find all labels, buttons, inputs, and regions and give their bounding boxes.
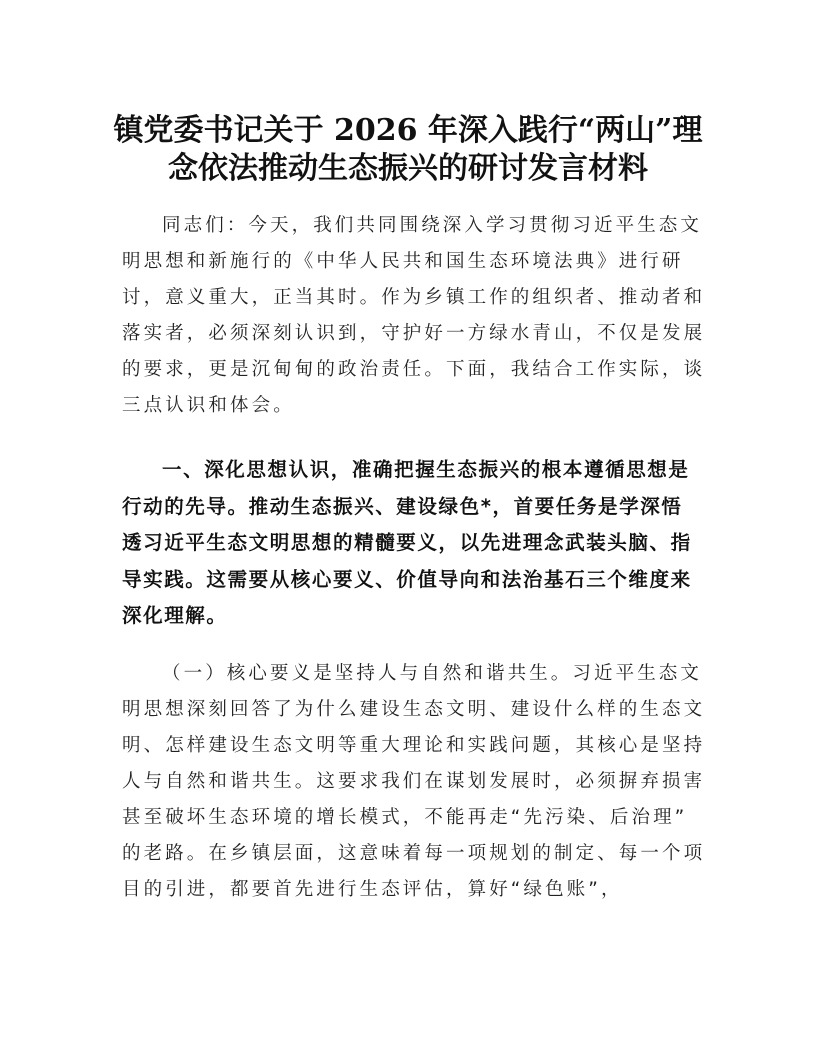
- subsection-paragraph: [122, 656, 706, 908]
- paragraph-line: 甚至破坏生态环境的增长模式，不能再走“先污染、后治理”: [122, 807, 688, 828]
- paragraph-line: 明、怎样建设生态文明等重大理论和实践问题，其核心是坚持: [122, 735, 706, 756]
- paragraph-line: （一）核心要义是坚持人与自然和谐共生。习近平生态文: [162, 663, 703, 684]
- paragraph-line: 落实者，必须深刻认识到，守护好一方绿水青山，不仅是发展: [122, 323, 706, 344]
- paragraph-line: 三点认识和体会。: [122, 395, 295, 416]
- paragraph-line: 目的引进，都要首先进行生态评估，算好“绿色账”，: [122, 879, 623, 900]
- section-heading-paragraph: [122, 452, 694, 635]
- paragraph-line: 明思想深刻回答了为什么建设生态文明、建设什么样的生态文: [122, 699, 706, 720]
- paragraph-line: 讨，意义重大，正当其时。作为乡镇工作的组织者、推动者和: [122, 287, 706, 308]
- paragraph-line: 深化理解。: [122, 604, 228, 627]
- paragraph-line: 的老路。在乡镇层面，这意味着每一项规划的制定、每一个项: [122, 843, 706, 864]
- title-line-2: 念依法推动生态振兴的研讨发言材料: [168, 151, 648, 186]
- paragraph-line: 行动的先导。推动生态振兴、建设绿色*，首要任务是学深悟: [122, 494, 683, 518]
- paragraph-line: 同志们：今天，我们共同围绕深入学习贯彻习近平生态文: [162, 215, 703, 236]
- paragraph-line: 人与自然和谐共生。这要求我们在谋划发展时，必须摒弃损害: [122, 771, 706, 792]
- title-line-1: 镇党委书记关于 2026 年深入践行“两山”理: [113, 113, 703, 148]
- paragraph-line: 的要求，更是沉甸甸的政治责任。下面，我结合工作实际，谈: [122, 359, 706, 380]
- document-title: [110, 112, 706, 188]
- paragraph-line: 导实践。这需要从核心要义、价值导向和法治基石三个维度来: [122, 567, 692, 591]
- paragraph-line: 明思想和新施行的《中华人民共和国生态环境法典》进行研: [122, 251, 684, 272]
- paragraph-line: 透习近平生态文明思想的精髓要义，以先进理念武装头脑、指: [122, 531, 692, 554]
- paragraph-opening: [122, 208, 706, 424]
- paragraph-line: 一、深化思想认识，准确把握生态振兴的根本遵循思想是: [162, 458, 690, 481]
